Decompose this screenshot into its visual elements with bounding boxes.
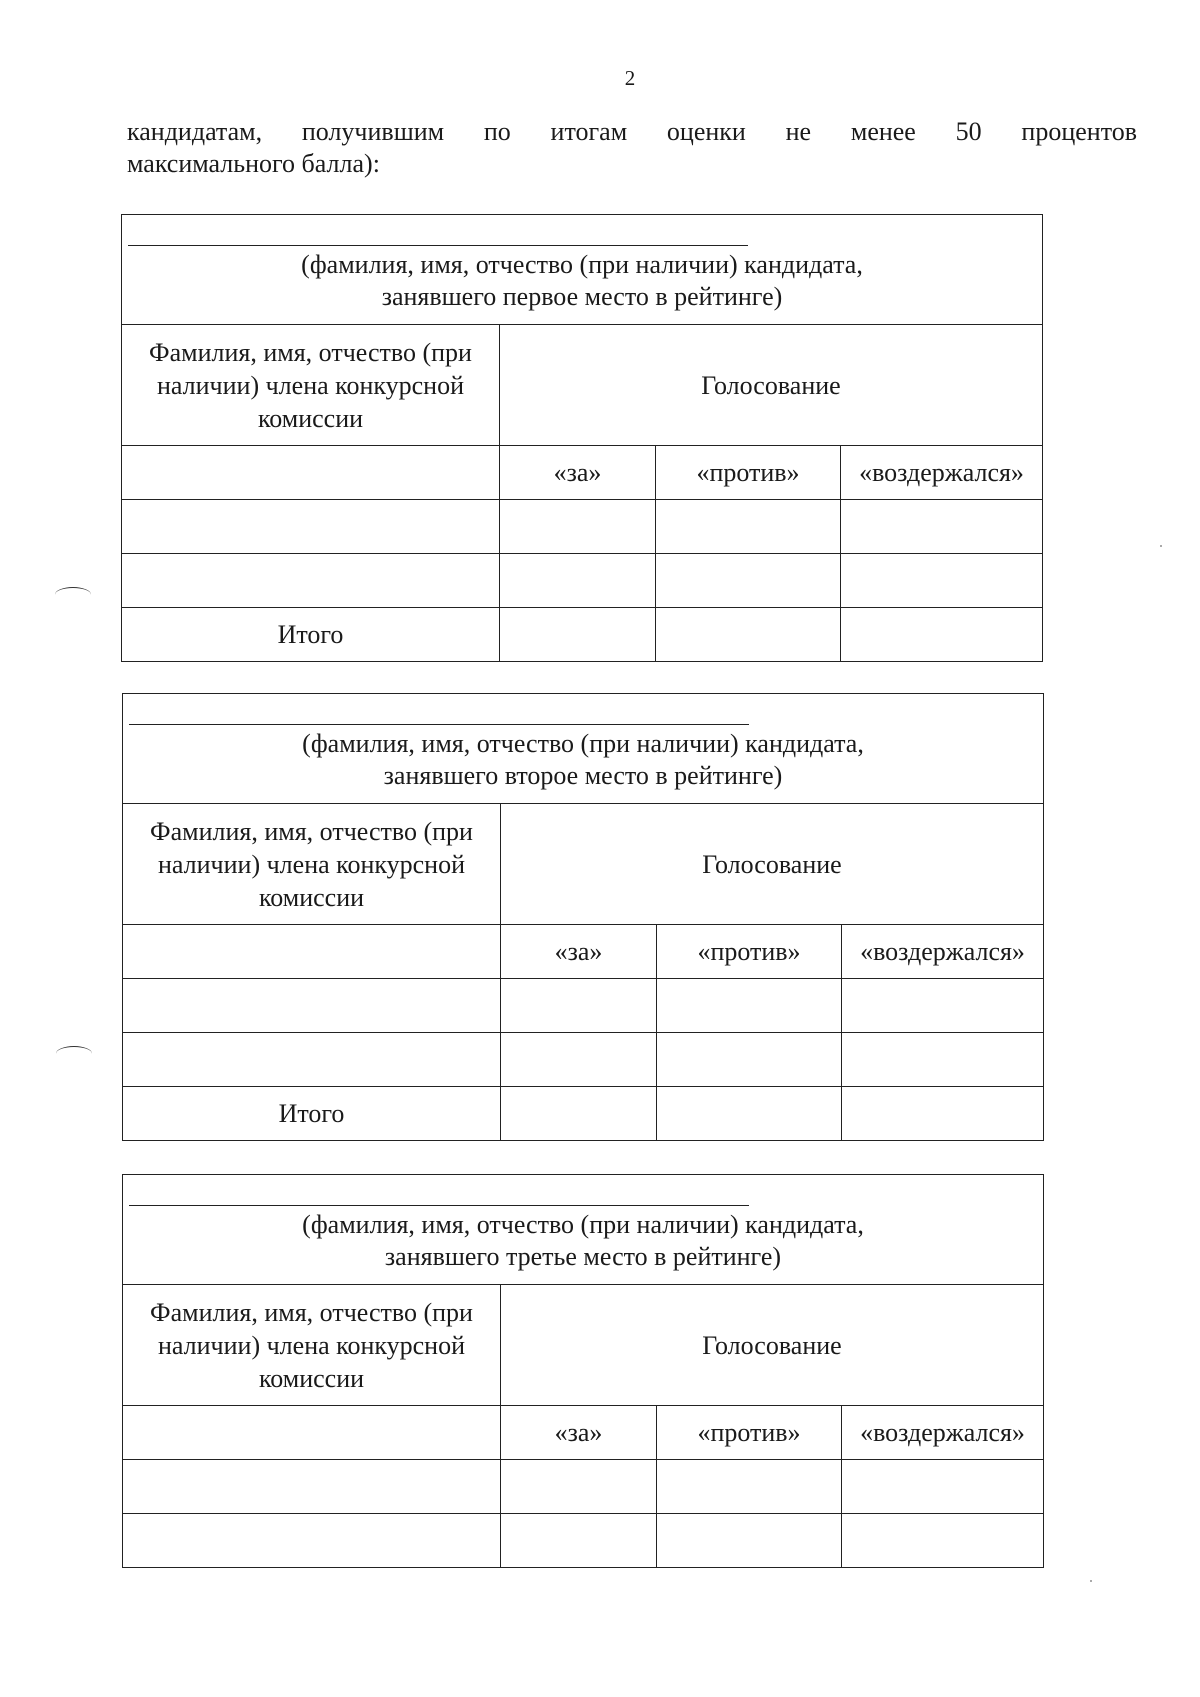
- total-for-cell: [501, 1087, 657, 1141]
- voting-header: Голосование: [500, 325, 1043, 446]
- member-cell: [122, 554, 500, 608]
- for-cell: [501, 979, 657, 1033]
- member-column-header: Фамилия, имя, отчество (при наличии) члена конкурсной комиссии: [123, 1285, 501, 1406]
- margin-mark: [55, 587, 91, 602]
- abstain-cell: [842, 1460, 1044, 1514]
- total-against-cell: [657, 1087, 842, 1141]
- abstain-cell: [842, 1514, 1044, 1568]
- col-against-label: «против»: [657, 1406, 842, 1460]
- candidate-caption: (фамилия, имя, отчество (при наличии) кандидата, занявшего второе место в рейтинге): [302, 729, 864, 790]
- total-row: [123, 1087, 1044, 1141]
- member-cell: [123, 979, 501, 1033]
- member-column-header: Фамилия, имя, отчество (при наличии) члена конкурсной комиссии: [123, 804, 501, 925]
- for-cell: [501, 1514, 657, 1568]
- for-cell: [501, 1033, 657, 1087]
- for-cell: [500, 554, 656, 608]
- col-for-label: «за»: [500, 446, 656, 500]
- blank-cell: [123, 1406, 501, 1460]
- voting-header: Голосование: [501, 1285, 1044, 1406]
- table-row: [122, 500, 1043, 554]
- against-cell: [657, 1460, 842, 1514]
- candidate-header: [123, 694, 1044, 804]
- total-abstain-cell: [842, 1087, 1044, 1141]
- candidate-header: [123, 1175, 1044, 1285]
- intro-line-1: кандидатам, получившим по итогам оценки не менее 50 процентов: [127, 117, 1137, 146]
- candidate-caption: (фамилия, имя, отчество (при наличии) кандидата, занявшего первое место в рейтинге): [301, 250, 863, 311]
- against-cell: [656, 500, 841, 554]
- col-abstain-label: «воздержался»: [842, 925, 1044, 979]
- abstain-cell: [842, 1033, 1044, 1087]
- abstain-cell: [841, 500, 1043, 554]
- blank-cell: [123, 925, 501, 979]
- col-against-label: «против»: [656, 446, 841, 500]
- page-number: 2: [624, 66, 636, 90]
- member-cell: [123, 1460, 501, 1514]
- voting-table-second-place: [122, 693, 1044, 1141]
- against-cell: [657, 979, 842, 1033]
- table-row: [123, 1033, 1044, 1087]
- total-abstain-cell: [841, 608, 1043, 662]
- voting-table-first-place: [121, 214, 1043, 662]
- candidate-caption: (фамилия, имя, отчество (при наличии) кандидата, занявшего третье место в рейтинге): [302, 1210, 864, 1271]
- intro-paragraph: [127, 116, 1137, 180]
- total-against-cell: [656, 608, 841, 662]
- candidate-name-line: [129, 1205, 749, 1206]
- table-row: [122, 554, 1043, 608]
- member-cell: [123, 1033, 501, 1087]
- total-label: Итого: [123, 1087, 501, 1141]
- col-abstain-label: «воздержался»: [841, 446, 1043, 500]
- col-abstain-label: «воздержался»: [842, 1406, 1044, 1460]
- candidate-name-line: [129, 724, 749, 725]
- member-column-header: Фамилия, имя, отчество (при наличии) члена конкурсной комиссии: [122, 325, 500, 446]
- scan-dot: [1090, 1580, 1092, 1582]
- col-for-label: «за»: [501, 1406, 657, 1460]
- table-row: [123, 1514, 1044, 1568]
- against-cell: [656, 554, 841, 608]
- col-against-label: «против»: [657, 925, 842, 979]
- intro-line-2: максимального балла):: [127, 149, 380, 178]
- candidate-name-line: [128, 245, 748, 246]
- for-cell: [500, 500, 656, 554]
- candidate-header: [122, 215, 1043, 325]
- blank-cell: [122, 446, 500, 500]
- margin-mark: [56, 1046, 92, 1061]
- against-cell: [657, 1033, 842, 1087]
- col-for-label: «за»: [501, 925, 657, 979]
- voting-table-third-place: [122, 1174, 1044, 1568]
- scan-dot: [1160, 545, 1162, 547]
- table-row: [123, 1460, 1044, 1514]
- total-for-cell: [500, 608, 656, 662]
- voting-header: Голосование: [501, 804, 1044, 925]
- abstain-cell: [841, 554, 1043, 608]
- total-row: [122, 608, 1043, 662]
- member-cell: [123, 1514, 501, 1568]
- member-cell: [122, 500, 500, 554]
- against-cell: [657, 1514, 842, 1568]
- for-cell: [501, 1460, 657, 1514]
- table-row: [123, 979, 1044, 1033]
- total-label: Итого: [122, 608, 500, 662]
- abstain-cell: [842, 979, 1044, 1033]
